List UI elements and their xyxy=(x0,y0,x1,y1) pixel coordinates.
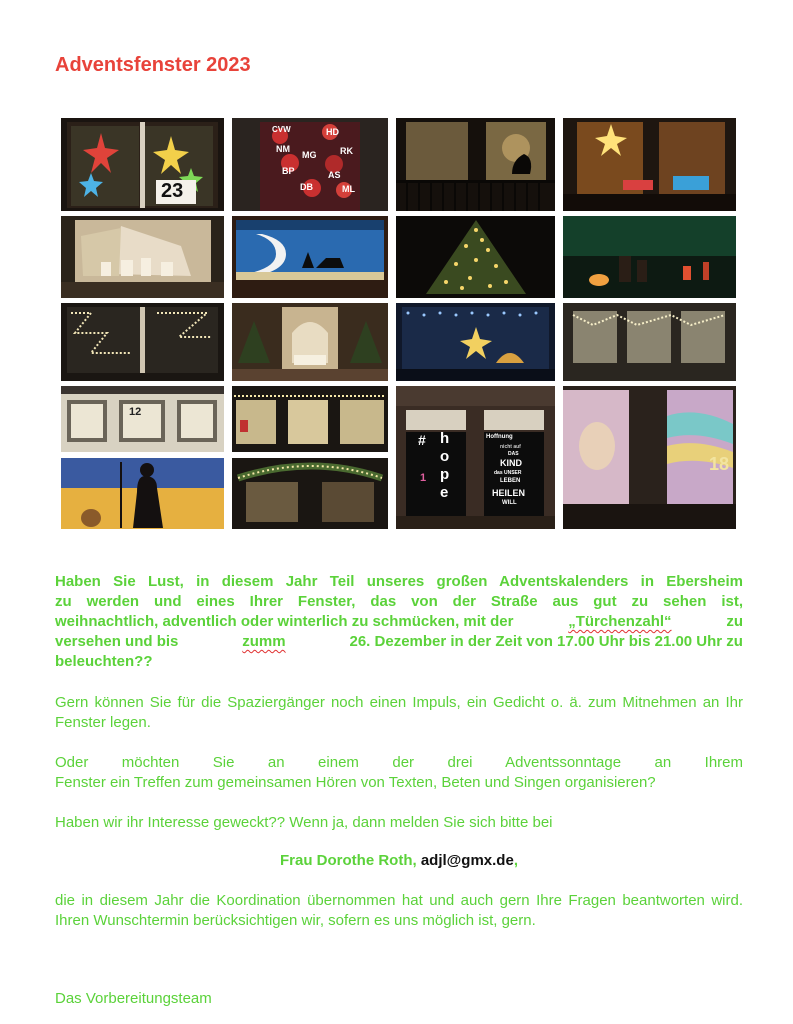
photo-pastel-windows-18 xyxy=(563,386,736,529)
hope-right-line-8: WILL xyxy=(502,500,517,506)
intro-line-1: Haben Sie Lust, in diesem Jahr Teil unseres großen Adventskalenders in Ebersheim xyxy=(55,573,743,590)
contact-email[interactable]: adjl@gmx.de xyxy=(420,852,514,869)
letter-tag-9: ML xyxy=(342,184,355,194)
photo-stars-window-23 xyxy=(61,118,224,211)
photo-blue-lights-window xyxy=(396,303,555,381)
signature: Das Vorbereitungsteam xyxy=(55,990,212,1007)
photo-garden-fire xyxy=(563,216,736,298)
photo-hope-windows xyxy=(396,386,555,529)
photo-calendar-windows-12 xyxy=(61,386,224,452)
intro-line-2: zu werden und eines Ihrer Fenster, das von der Straße aus gut zu sehen ist, xyxy=(55,593,743,610)
photo-shepherd-window xyxy=(61,458,224,529)
intro-line-5: beleuchten?? xyxy=(55,653,153,670)
photo-lit-frames-windows xyxy=(232,386,388,452)
letter-tag-6: BP xyxy=(282,166,295,176)
intro-line-3: weihnachtlich, adventlich oder winterlich zu schmücken, mit der xyxy=(55,613,514,630)
intro-line-3-end: zu xyxy=(726,613,743,630)
meeting-line-2: Fenster ein Treffen zum gemeinsamen Hören von Texten, Beten und Singen organisieren? xyxy=(55,774,656,791)
hope-number-1: 1 xyxy=(420,472,427,484)
letter-tag-4: MG xyxy=(302,150,317,160)
intro-line-3-quote: „Türchenzahl“ xyxy=(568,613,672,630)
window-number-12: 12 xyxy=(129,406,142,418)
photo-garland-window-arch xyxy=(232,458,388,529)
intro-paragraph-line-3 xyxy=(55,612,743,632)
intro-line-4-squiggle: zumm xyxy=(242,633,286,650)
hope-right-line-1: Hoffnung xyxy=(486,434,513,440)
contact-line xyxy=(55,851,743,871)
hope-letter-p: p xyxy=(440,466,450,483)
intro-line-4b: 26. Dezember in der Zeit von 17.00 Uhr bis 21.00 Uhr zu xyxy=(349,633,743,650)
intro-paragraph-line-4 xyxy=(55,632,743,652)
letter-tag-1: CVW xyxy=(272,125,291,134)
letter-tag-2: HD xyxy=(326,127,339,137)
meeting-paragraph-line-2 xyxy=(55,773,743,793)
photo-nativity-road-window xyxy=(232,216,388,298)
hope-hash: # xyxy=(418,432,426,448)
coordination-paragraph: die in diesem Jahr die Koordination übernommen hat und auch gern Ihre Fragen beantworten wird. Ihren Wunschtermin berücksichtigen wir, sofern es uns möglich ist, gern. xyxy=(55,892,743,929)
letter-tag-3: NM xyxy=(276,144,290,154)
meeting-line-1: Oder möchten Sie an einem der drei Adventssonntage an Ihrem xyxy=(55,754,743,771)
intro-paragraph-line-5 xyxy=(55,652,743,672)
hope-letter-e: e xyxy=(440,484,449,501)
hope-letter-h: h xyxy=(440,430,450,447)
intro-paragraph-line-2 xyxy=(55,592,743,612)
photo-church-interior xyxy=(232,303,388,381)
hope-right-line-2: nicht auf xyxy=(500,444,521,450)
photo-light-village-window xyxy=(61,216,224,298)
hope-right-line-5: das UNSER xyxy=(494,470,522,476)
photo-letter-window xyxy=(232,118,388,211)
photo-christmas-tree xyxy=(396,216,555,298)
hope-letter-o: o xyxy=(440,448,450,465)
hope-right-line-7: HEILEN xyxy=(492,488,526,498)
window-number-18: 18 xyxy=(709,454,730,474)
intro-line-4a: versehen und bis xyxy=(55,633,179,650)
photo-star-lantern-window xyxy=(563,118,736,211)
intro-paragraph xyxy=(55,572,743,592)
page-title: Adventsfenster 2023 xyxy=(55,54,251,76)
meeting-paragraph-line-1 xyxy=(55,753,743,773)
window-number-23: 23 xyxy=(161,180,184,202)
hope-right-line-4: KIND xyxy=(500,458,522,468)
interest-paragraph: Haben wir ihr Interesse geweckt?? Wenn ja, dann melden Sie sich bitte bei xyxy=(55,814,553,831)
photo-garland-windows xyxy=(563,303,736,381)
impulse-paragraph: Gern können Sie für die Spaziergänger noch einen Impuls, ein Gedicht o. ä. zum Mitnehmen an Ihr Fenster legen. xyxy=(55,694,743,731)
letter-tag-8: DB xyxy=(300,182,313,192)
letter-tag-5: RK xyxy=(340,146,353,156)
contact-trailing-comma: , xyxy=(513,852,518,869)
photo-light-zigzag-window xyxy=(61,303,224,381)
contact-name: Frau Dorothe Roth, xyxy=(280,852,417,869)
hope-right-line-3: DAS xyxy=(508,451,519,457)
letter-tag-7: AS xyxy=(328,170,341,180)
photo-balcony-window xyxy=(396,118,555,211)
hope-right-line-6: LEBEN xyxy=(500,478,521,484)
